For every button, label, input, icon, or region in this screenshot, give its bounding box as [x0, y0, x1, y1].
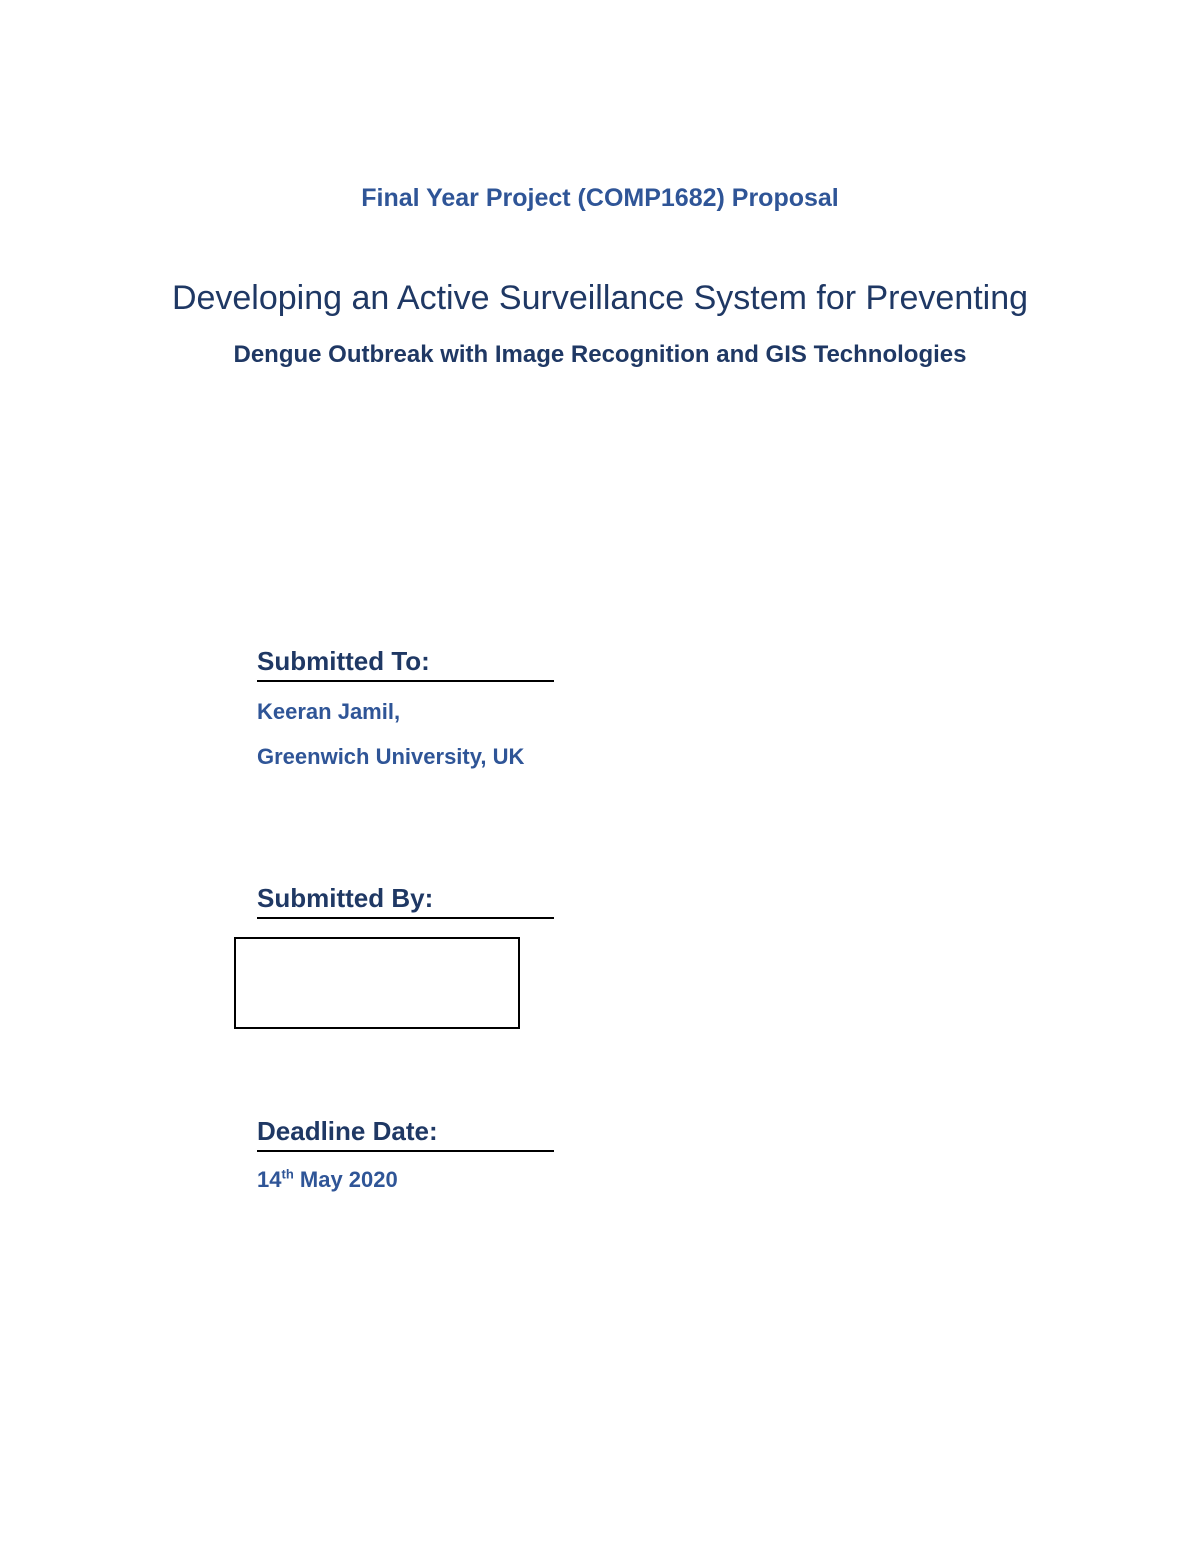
- submitted-to-heading: Submitted To:: [257, 645, 554, 682]
- deadline-month-year: May 2020: [293, 1167, 398, 1192]
- submitted-by-heading: Submitted By:: [257, 882, 554, 919]
- redacted-author-box: [234, 937, 520, 1029]
- project-title-line-2: Dengue Outbreak with Image Recognition and GIS Technologies: [233, 341, 967, 368]
- deadline-day: 14: [257, 1167, 282, 1192]
- deadline-date-heading: Deadline Date:: [257, 1115, 554, 1152]
- document-type-heading: Final Year Project (COMP1682) Proposal: [361, 184, 839, 212]
- deadline-date-value: [257, 1166, 398, 1194]
- supervisor-name: Keeran Jamil,: [257, 699, 401, 724]
- deadline-day-suffix: th: [281, 1166, 294, 1182]
- project-title-line-1: Developing an Active Surveillance System for Preventing: [171, 279, 1029, 317]
- supervisor-institution: Greenwich University, UK: [257, 744, 525, 769]
